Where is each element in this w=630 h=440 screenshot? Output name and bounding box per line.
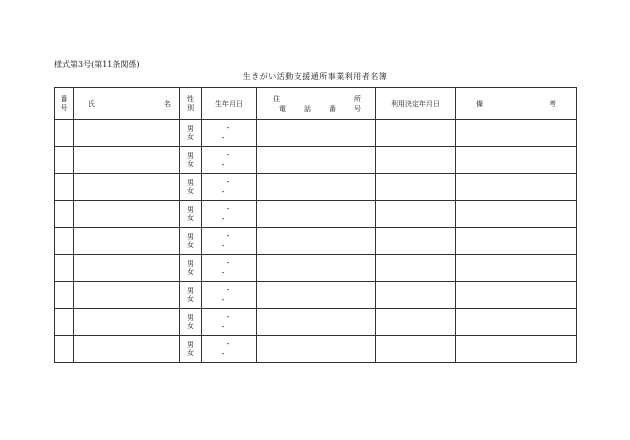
cell-address-phone[interactable] — [257, 282, 376, 309]
header-remarks: 備 考 — [456, 88, 577, 120]
cell-name[interactable] — [74, 120, 180, 147]
cell-sex[interactable]: 男 女 — [180, 120, 202, 147]
cell-sex[interactable]: 男 女 — [180, 282, 202, 309]
table-row — [55, 336, 577, 363]
cell-decision-date[interactable] — [376, 255, 456, 282]
cell-remarks[interactable] — [456, 120, 577, 147]
table-row — [55, 120, 577, 147]
cell-remarks[interactable] — [456, 255, 577, 282]
cell-address-phone[interactable] — [257, 255, 376, 282]
cell-number[interactable] — [55, 309, 74, 336]
cell-sex[interactable]: 男 女 — [180, 201, 202, 228]
cell-name[interactable] — [74, 228, 180, 255]
header-number: 番 号 — [55, 88, 74, 120]
cell-remarks[interactable] — [456, 309, 577, 336]
header-row — [55, 88, 577, 120]
cell-name[interactable] — [74, 147, 180, 174]
header-name: 氏 名 — [74, 88, 180, 120]
cell-name[interactable] — [74, 174, 180, 201]
header-address-phone: 住 所 電 話 番 号 — [257, 88, 376, 120]
cell-number[interactable] — [55, 282, 74, 309]
table-row — [55, 147, 577, 174]
cell-decision-date[interactable] — [376, 120, 456, 147]
header-birthdate: 生年月日 — [202, 88, 257, 120]
header-decision-date: 利用決定年月日 — [376, 88, 456, 120]
cell-address-phone[interactable] — [257, 120, 376, 147]
cell-address-phone[interactable] — [257, 201, 376, 228]
cell-birthdate[interactable]: ・ ・ — [202, 120, 257, 147]
user-register-table — [54, 87, 577, 363]
cell-name[interactable] — [74, 336, 180, 363]
cell-birthdate[interactable]: ・ ・ — [202, 201, 257, 228]
cell-remarks[interactable] — [456, 228, 577, 255]
cell-number[interactable] — [55, 147, 74, 174]
cell-sex[interactable]: 男 女 — [180, 228, 202, 255]
cell-sex[interactable]: 男 女 — [180, 336, 202, 363]
table-row — [55, 255, 577, 282]
cell-decision-date[interactable] — [376, 309, 456, 336]
cell-sex[interactable]: 男 女 — [180, 174, 202, 201]
cell-birthdate[interactable]: ・ ・ — [202, 282, 257, 309]
cell-address-phone[interactable] — [257, 147, 376, 174]
cell-number[interactable] — [55, 255, 74, 282]
cell-birthdate[interactable]: ・ ・ — [202, 255, 257, 282]
cell-address-phone[interactable] — [257, 174, 376, 201]
cell-birthdate[interactable]: ・ ・ — [202, 309, 257, 336]
cell-sex[interactable]: 男 女 — [180, 309, 202, 336]
table-body — [55, 120, 577, 363]
cell-birthdate[interactable]: ・ ・ — [202, 147, 257, 174]
cell-number[interactable] — [55, 120, 74, 147]
cell-remarks[interactable] — [456, 174, 577, 201]
cell-number[interactable] — [55, 336, 74, 363]
cell-number[interactable] — [55, 201, 74, 228]
form-title: 生きがい活動支援通所事業利用者名簿 — [242, 72, 388, 81]
cell-birthdate[interactable]: ・ ・ — [202, 228, 257, 255]
cell-address-phone[interactable] — [257, 228, 376, 255]
cell-remarks[interactable] — [456, 147, 577, 174]
cell-name[interactable] — [74, 201, 180, 228]
cell-decision-date[interactable] — [376, 282, 456, 309]
cell-address-phone[interactable] — [257, 336, 376, 363]
header-sex: 性 別 — [180, 88, 202, 120]
cell-remarks[interactable] — [456, 201, 577, 228]
cell-name[interactable] — [74, 282, 180, 309]
table-row — [55, 228, 577, 255]
cell-name[interactable] — [74, 255, 180, 282]
cell-decision-date[interactable] — [376, 228, 456, 255]
form-label: 様式第3号(第11条関係) — [54, 60, 140, 69]
cell-sex[interactable]: 男 女 — [180, 255, 202, 282]
cell-sex[interactable]: 男 女 — [180, 147, 202, 174]
table-row — [55, 309, 577, 336]
cell-name[interactable] — [74, 309, 180, 336]
cell-birthdate[interactable]: ・ ・ — [202, 336, 257, 363]
cell-remarks[interactable] — [456, 282, 577, 309]
table-row — [55, 201, 577, 228]
cell-decision-date[interactable] — [376, 201, 456, 228]
cell-decision-date[interactable] — [376, 174, 456, 201]
cell-decision-date[interactable] — [376, 336, 456, 363]
table-row — [55, 282, 577, 309]
cell-birthdate[interactable]: ・ ・ — [202, 174, 257, 201]
cell-number[interactable] — [55, 174, 74, 201]
cell-remarks[interactable] — [456, 336, 577, 363]
cell-decision-date[interactable] — [376, 147, 456, 174]
table-row — [55, 174, 577, 201]
cell-number[interactable] — [55, 228, 74, 255]
cell-address-phone[interactable] — [257, 309, 376, 336]
